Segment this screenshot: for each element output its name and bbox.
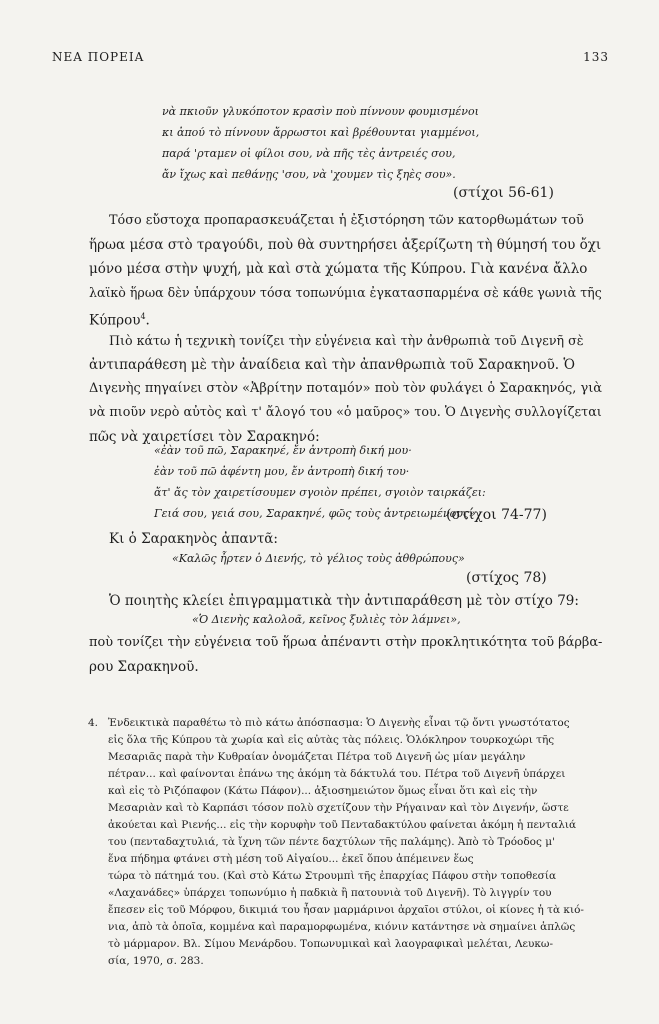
footnote-line: Ἐνδεικτικὰ παραθέτω τὸ πιὸ κάτω ἀπόσπασμα: Ὁ Διγενὴς εἶναι τῷ ὄντι γνωστότατος [108,717,570,729]
footnote-line: ἕνα πήδημα φτάνει στὴ μέση τοῦ Αἰγαίου... ἐκεῖ ὅπου ἀπέμεινεν ἕως [108,853,474,865]
verse-quote-3 [172,548,465,569]
text-fragment: Κύπρου [89,312,141,329]
running-title: ΝΕΑ ΠΟΡΕΙΑ [52,50,145,64]
footnote-line: καὶ εἰς τὸ Ριζόπαφον (Κάτω Πάφον)... ἀξιοσημειώτον ὅμως εἶναι ὅτι καὶ εἰς τὴν [108,785,538,797]
verse-line: παρά 'ρταμεν οἱ φίλοι σου, νὰ πῆς τὲς ἀντρειές σου, [162,147,456,160]
footnote-line: πέτραν... καὶ φαίνονται ἐπάνω της ἀκόμη τὰ δάκτυλά του. Πέτρα τοῦ Διγενῆ ὑπάρχει [108,768,566,780]
verse-quote-1 [162,101,479,185]
text-line: μόνο μέσα στὴν ψυχή, μὰ καὶ στὰ χώματα τῆς Κύπρου. Γιὰ κανένα ἄλλο [89,261,588,277]
verse-citation-2: (στίχοι 74-77) [446,507,547,523]
page-number: 133 [583,50,609,64]
text-line: Διγενὴς πηγαίνει στὸν «Ἀβρίτην ποταμόν» ποὺ τὸν φυλάγει ὁ Σαρακηνός, γιὰ [89,381,603,396]
verse-line: «Καλῶς ἦρτεν ὁ Διενής, τὸ γέλιος τοὺς ἀθθρώπους» [172,552,465,565]
footnote-line: του (πενταδαχτυλιά, τὰ ἴχνη τῶν πέντε δαχτύλων τῆς παλάμης). Ἀπὸ τὸ Τρόοδος μ' [108,836,555,848]
paragraph-1 [89,209,613,333]
verse-citation-1: (στίχοι 56-61) [453,185,554,201]
text-line: νὰ πιοῦν νερὸ αὐτὸς καὶ τ' ἄλογό του «ὁ μαῦρος» του. Ὁ Διγενὴς συλλογίζεται [89,405,602,420]
verse-quote-4 [192,609,461,630]
footnote-line: «Λαχανάδες» ὑπάρχει τοπωνύμιο ἡ παδκιὰ ἢ πατουνιὰ τοῦ Διγενῆ). Τὸ λιγγρίν του [108,887,552,899]
verse-line: ἐὰν τοῦ πῶ ἀφέντη μου, ἔν ἀντροπὴ δική του· [154,465,410,478]
paragraph-2 [89,329,613,449]
footnote-line: ἀκούεται καὶ Ριενής... εἰς τὴν κορυφὴν τοῦ Πενταδακτύλου φαίνεται ἀκόμη ἡ πενταλιά [108,819,577,831]
footnote-mark: 4 [140,312,146,321]
footnote-line: εἰς ὅλα τῆς Κύπρου τὰ χωρία καὶ εἰς αὐτὰς τὰς πόλεις. Ὁλόκληρον τουρκοχώρι τῆς [108,734,555,746]
verse-line: νὰ πκιοῦν γλυκόποτον κρασὶν ποὺ πίννουν φουμισμένοι [162,105,479,118]
text-line: ποὺ τονίζει τὴν εὐγένεια τοῦ ἥρωα ἀπέναντι στὴν προκλητικότητα τοῦ βάρβα- [89,635,603,650]
verse-line: Γειά σου, γειά σου, Σαρακηνέ, φῶς τοὺς ἀντρειωμένους» [154,507,476,520]
text-line: λαϊκὸ ἥρωα δὲν ὑπάρχουν τόσα τοπωνύμια ἐγκατασπαρμένα σὲ κάθε γωνιὰ τῆς [89,285,602,300]
verse-line: «Ὁ Διενὴς καλολοᾶ, κεῖνος ξυλιὲς τὸν λάμνει», [192,613,461,626]
verse-line: ἄν ἴχως καὶ πεθάνῃς 'σου, νὰ 'χουμεν τὶς ξηὲς σου». [162,168,456,181]
text-line: Τόσο εὔστοχα προπαρασκευάζεται ἡ ἐξιστόρηση τῶν κατορθωμάτων τοῦ [109,213,584,228]
footnote-line: ἔπεσεν εἰς τοῦ Μόρφου, δικιμιά του ἦσαν μαρμάρινοι ἀρχαῖοι στύλοι, οἱ κίονες ἡ τὰ κιό- [108,904,584,916]
footnote-number: 4. [88,717,99,729]
text-line: ἥρωα μέσα στὸ τραγούδι, ποὺ θὰ συντηρήσει ἀξερίζωτη τὴ θύμησή του ὄχι [89,237,602,253]
page-header [52,50,609,64]
verse-quote-2 [154,440,486,524]
text-line: Ὁ ποιητὴς κλείει ἐπιγραμματικὰ τὴν ἀντιπαράθεση μὲ τὸν στίχο 79: [109,593,579,609]
footnote-line: Μεσαριᾶς παρὰ τὴν Κυθραίαν ὀνομάζεται Πέτρα τοῦ Διγενῆ ὡς μίαν μεγάλην [108,751,526,763]
text-line: Κι ὁ Σαρακηνὸς ἀπαντᾶ: [109,531,278,547]
verse-line: «ἐὰν τοῦ πῶ, Σαρακηνέ, ἔν ἀντροπὴ δική μου· [154,444,412,457]
paragraph-5 [89,631,613,679]
footnote-line: τὸ μάρμαρον. Βλ. Σίμου Μενάρδου. Τοπωνυμικαὶ καὶ λαογραφικαὶ μελέται, Λευκω- [108,938,554,950]
text-line: πῶς νὰ χαιρετίσει τὸν Σαρακηνό: [89,429,320,445]
footnote-line: νια, ἀπὸ τὰ ὁποῖα, κομμένα καὶ παραμορφωμένα, κιόνιν κατάντησε νὰ σημαίνει ἁπλῶς [108,921,576,933]
text-line: ρου Σαρακηνοῦ. [89,659,199,675]
verse-line: κι ἀπού τὸ πίννουν ἄρρωστοι καὶ βρέθουνται γιαμμένοι, [162,126,480,139]
text-line: Πιὸ κάτω ἡ τεχνικὴ τονίζει τὴν εὐγένεια καὶ τὴν ἀνθρωπιὰ τοῦ Διγενῆ σὲ [109,333,584,348]
footnote-line: τώρα τὸ πάτημά του. (Καὶ στὸ Κάτω Στρουμπὶ τῆς ἐπαρχίας Πάφου στὴν τοποθεσία [108,870,557,882]
footnote-line: Μεσαριὰν καὶ τὸ Καρπάσι τόσον πολὺ σχετίζουν τὴν Ρήγαιναν καὶ τὸν Διγενήν, ὥστε [108,802,569,814]
text-line: ἀντιπαράθεση μὲ τὴν ἀναίδεια καὶ τὴν ἀπανθρωπιὰ τοῦ Σαρακηνοῦ. Ὁ [89,357,575,373]
footnote [88,715,614,970]
verse-line: ἄτ' ἄς τὸν χαιρετίσουμεν σγοιὸν πρέπει, σγοιὸν ταιρκάζει: [154,486,486,499]
footnote-line: σία, 1970, σ. 283. [108,955,204,967]
text-line: Κύπρου$^4$. [89,312,150,329]
verse-citation-3: (στίχος 78) [466,570,547,586]
